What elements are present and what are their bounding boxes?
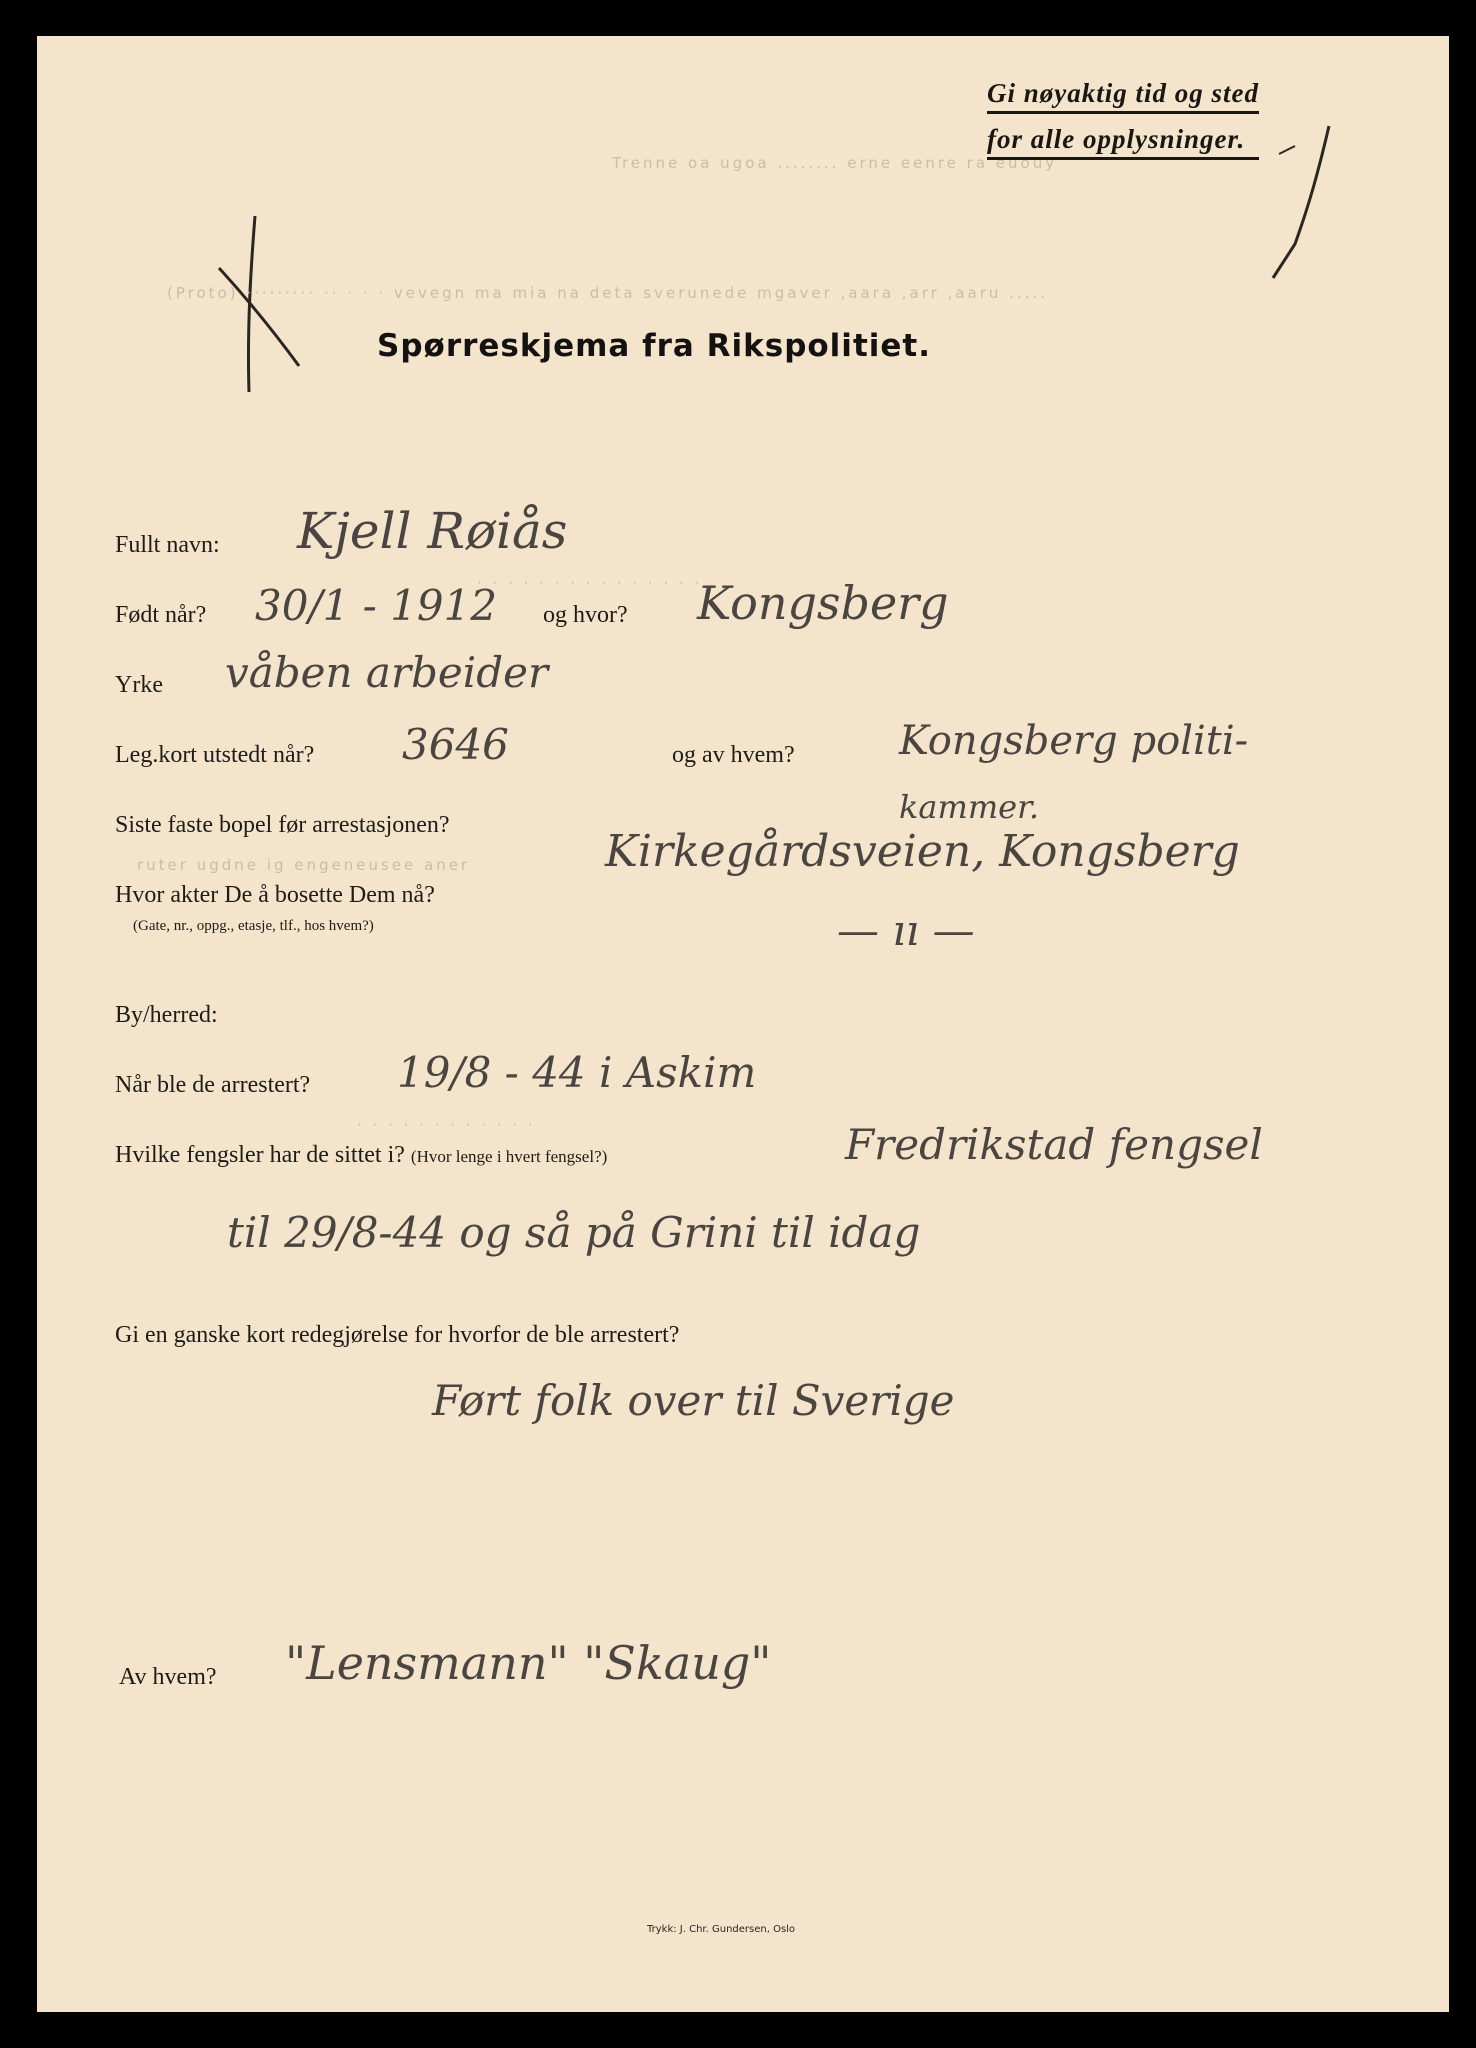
plan-residence-sublabel: (Gate, nr., oppg., etasje, tlf., hos hvem?) — [133, 918, 374, 934]
born-when-label: Født når? — [115, 602, 207, 628]
by-whom-label: Av hvem? — [119, 1664, 217, 1690]
id-card-by-value-line2: kammer. — [899, 788, 1040, 826]
by-whom-value: "Lensmann" "Skaug" — [285, 1636, 772, 1690]
last-residence-value: Kirkegårdsveien, Kongsberg — [605, 826, 1240, 877]
born-where-label: og hvor? — [543, 602, 628, 628]
prisons-sublabel: (Hvor lenge i hvert fengsel?) — [410, 1147, 608, 1166]
pen-stroke-cross — [219, 268, 299, 366]
born-where-value: Kongsberg — [697, 576, 949, 630]
instruction-note — [987, 78, 1259, 160]
check-mark — [1273, 126, 1329, 278]
id-card-by-label: og av hvem? — [672, 742, 795, 768]
plan-residence-value: — ıı — — [837, 906, 975, 955]
note-line-2: for alle opplysninger. — [987, 124, 1259, 160]
id-card-by-value-line1: Kongsberg politi- — [899, 718, 1249, 764]
occupation-value: våben arbeider — [225, 648, 549, 697]
name-label: Fullt navn: — [115, 532, 220, 558]
printer-imprint: Trykk: J. Chr. Gundersen, Oslo — [647, 1924, 796, 1935]
id-card-when-label: Leg.kort utstedt når? — [115, 742, 315, 768]
prisons-label-text: Hvilke fengsler har de sittet i? — [115, 1142, 405, 1168]
prisons-value-line2: til 29/8-44 og så på Grini til idag — [227, 1208, 921, 1257]
note-line-1: Gi nøyaktig tid og sted — [987, 78, 1259, 114]
reason-value: Ført folk over til Sverige — [432, 1376, 955, 1425]
plan-residence-label: Hvor akter De å bosette Dem nå? — [115, 882, 435, 908]
id-card-when-value: 3646 — [402, 720, 509, 769]
form-title: Spørreskjema fra Rikspolitiet. — [377, 328, 932, 364]
name-value: Kjell Røiås — [297, 502, 568, 560]
arrested-label: Når ble de arrestert? — [115, 1072, 311, 1098]
born-when-value: 30/1 - 1912 — [255, 581, 498, 630]
occupation-label: Yrke — [115, 672, 163, 698]
arrested-value: 19/8 - 44 i Askim — [397, 1048, 757, 1097]
reason-label: Gi en ganske kort redegjørelse for hvorfor de ble arrestert? — [115, 1322, 680, 1348]
last-residence-label: Siste faste bopel før arrestasjonen? — [115, 812, 450, 838]
prisons-label — [115, 1142, 607, 1169]
municipality-label: By/herred: — [115, 1002, 218, 1028]
form-page: Trenne oa ugoa ........ erne eenre ra euouy (Proto) ········· ·· · · · vevegn ma mia na deta sverunede mgaver ,aara ,arr ,aaru ..... · · · · · · · · · · · · · · · ruter ugdne ig engeneusee aner · · · · · · · · · · · · Gi nøyaktig tid og sted for alle opplysninger. Spørreskjema fra Rikspolitiet. Fullt navn: Kjell Røiås Født når? 30/1 - 1912 og hvor? Kongsberg Yrke våben arbeider Leg.kort utstedt når? 3646 og av hvem? Kongsberg politi- kammer. Siste faste bopel før arrestasjonen? Kirkegårdsveien, Kongsberg Hvor akter De å bosette Dem nå? (Gate, nr., oppg., etasje, tlf., hos hvem?) — ıı — By/herred: Når ble de arrestert? 19/8 - 44 i Askim Hvilke fengsler har de sittet i? (Hvor lenge i hvert fengsel?) Fredrikstad fengsel til 29/8-44 og så på Grini til idag Gi en ganske kort redegjørelse for hvorfor de ble arrestert? Ført folk over til Sverige Av hvem? "Lensmann" "Skaug" Trykk: J. Chr. Gundersen, Oslo — [37, 36, 1449, 2012]
prisons-value-line1: Fredrikstad fengsel — [845, 1120, 1263, 1169]
